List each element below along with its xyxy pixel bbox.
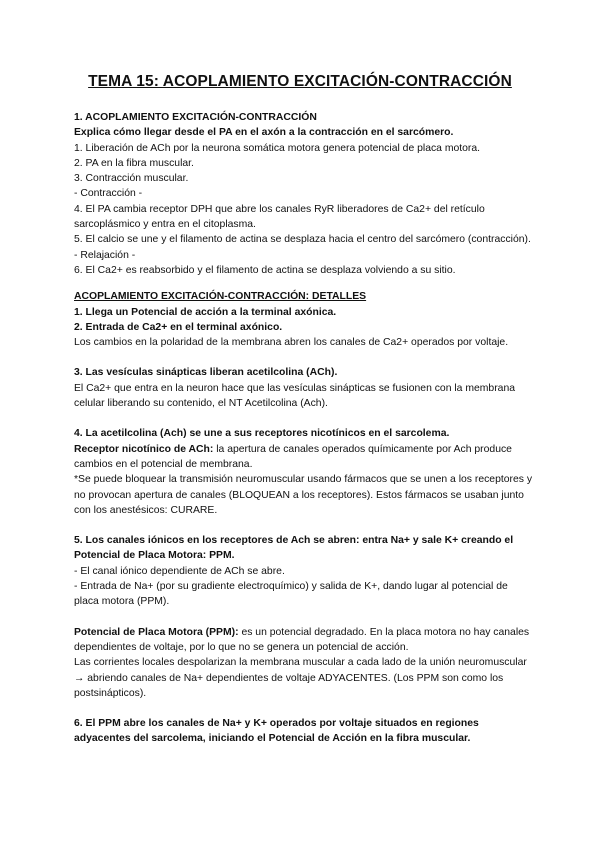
- ppm-text: es un potencial degradado. En la placa motora no hay canales dependientes de voltaje, por lo que no se genera un potencial de acción.: [74, 626, 530, 653]
- list-item: 5. El calcio se une y el filamento de actina se desplaza hacia el centro del sarcómero (contracción).: [74, 234, 531, 246]
- document-body: [74, 110, 534, 747]
- list-item: 4. El PA cambia receptor DPH que abre los canales RyR liberadores de Ca2+ del retículo sarcoplásmico y entra en el citoplasma.: [74, 203, 485, 231]
- ppm-text-2: Las corrientes locales despolarizan la membrana muscular a cada lado de la unión neuromuscular → abriendo canales de Na+ dependientes de voltaje ADYACENTES. (Los PPM son como los postsinápticos).: [74, 657, 527, 699]
- step-3-text: El Ca2+ que entra en la neuron hace que las vesículas sinápticas se fusionen con la membrana celular liberando su contenido, el NT Acetilcolina (Ach).: [74, 382, 516, 410]
- list-item: 6. El Ca2+ es reabsorbido y el filamento de actina se desplaza volviendo a su sitio.: [74, 264, 456, 276]
- section1-question: Explica cómo llegar desde el PA en el axón a la contracción en el sarcómero.: [74, 127, 454, 139]
- list-item: - Contracción -: [74, 188, 143, 200]
- receptor-label: Receptor nicotínico de ACh:: [74, 443, 214, 455]
- step-4-heading: 4. La acetilcolina (Ach) se une a sus receptores nicotínicos en el sarcolema.: [74, 428, 450, 440]
- step-2-heading: 2. Entrada de Ca2+ en el terminal axónico.: [74, 321, 283, 333]
- list-item: - Relajación -: [74, 249, 136, 261]
- step-2-text: Los cambios en la polaridad de la membrana abren los canales de Ca2+ operados por voltaje.: [74, 337, 509, 349]
- step-5-heading: 5. Los canales iónicos en los receptores de Ach se abren: entra Na+ y sale K+ creando el Potencial de Placa Motora: PPM.: [74, 535, 514, 562]
- step-4-paragraph: [74, 442, 534, 473]
- step-5-line: - El canal iónico dependiente de ACh se abre.: [74, 565, 285, 577]
- ppm-paragraph: [74, 625, 534, 656]
- step-1-heading: 1. Llega un Potencial de acción a la terminal axónica.: [74, 306, 337, 318]
- ppm-label: Potencial de Placa Motora (PPM):: [74, 626, 239, 638]
- list-item: 3. Contracción muscular.: [74, 173, 189, 185]
- section2-heading: ACOPLAMIENTO EXCITACIÓN-CONTRACCIÓN: DETALLES: [74, 291, 367, 303]
- step-3-heading: 3. Las vesículas sinápticas liberan acetilcolina (ACh).: [74, 367, 338, 379]
- step-4-note: *Se puede bloquear la transmisión neuromuscular usando fármacos que se unen a los receptores y no provocan apertura de canales (BLOQUEAN a los receptores). Estos fármacos se usaban junto con los anestésicos: CURARE.: [74, 474, 533, 516]
- list-item: 1. Liberación de ACh por la neurona somática motora genera potencial de placa motora.: [74, 142, 481, 154]
- list-item: 2. PA en la fibra muscular.: [74, 157, 194, 169]
- page-title: TEMA 15: ACOPLAMIENTO EXCITACIÓN-CONTRACCIÓN: [88, 73, 512, 90]
- step-6-heading: 6. El PPM abre los canales de Na+ y K+ operados por voltaje situados en regiones adyacentes del sarcolema, iniciando el Potencial de Acción en la fibra muscular.: [74, 718, 479, 745]
- receptor-text: la apertura de canales operados químicamente por Ach produce cambios en el potencial de membrana.: [74, 443, 512, 470]
- section1-heading: 1. ACOPLAMIENTO EXCITACIÓN-CONTRACCIÓN: [74, 112, 317, 123]
- step-5-line: - Entrada de Na+ (por su gradiente electroquímico) y salida de K+, dando lugar al potencial de placa motora (PPM).: [74, 581, 508, 608]
